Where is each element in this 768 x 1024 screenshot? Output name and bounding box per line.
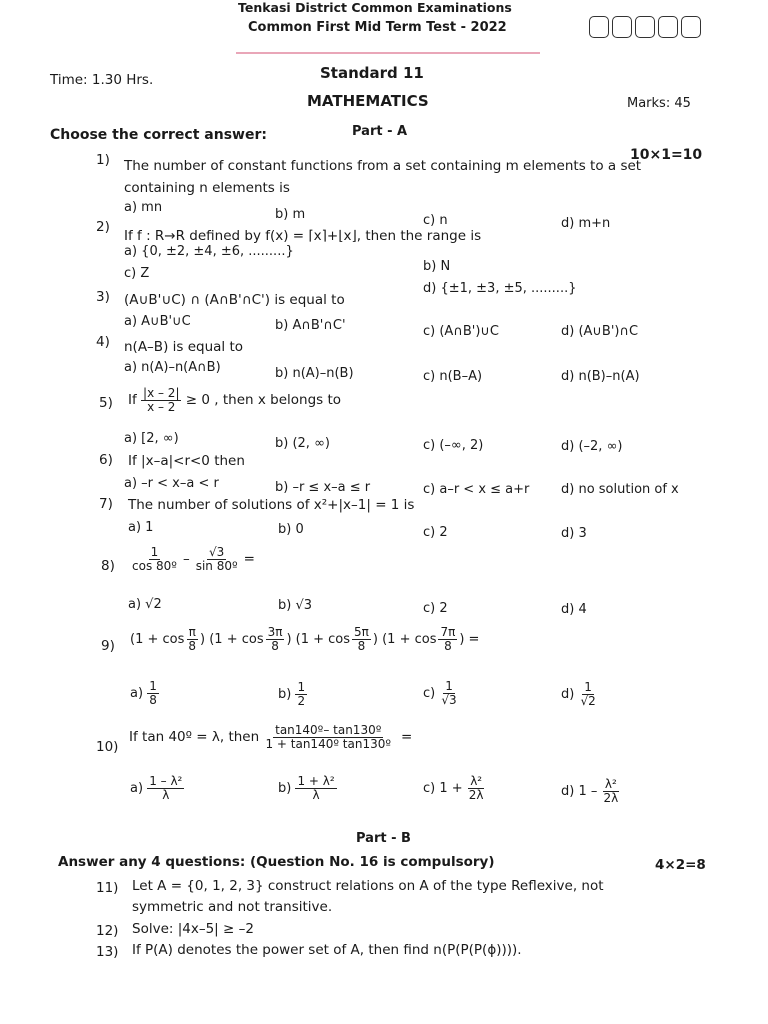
q5-option-b: b) (2, ∞) — [275, 436, 330, 451]
q1-number: 1) — [96, 152, 110, 168]
q8-numerator-1: 1 — [150, 545, 159, 559]
q5-numerator: |x – 2| — [143, 386, 180, 400]
q3-option-d: d) (A∪B')∩C — [561, 324, 639, 339]
q2-text: If f : R→R defined by f(x) = ⌈x⌉+⌊x⌋, then the range is — [124, 228, 482, 244]
q2-number: 2) — [96, 219, 110, 235]
part-b-instruction: Answer any 4 questions: (Question No. 16 is compulsory) — [58, 854, 495, 870]
q10-option-d-den: 2λ — [603, 790, 619, 805]
q10-option-c — [423, 775, 486, 801]
q10-denominator: 1 + tan140º tan130º — [265, 736, 392, 751]
q9-option-a-fraction — [147, 680, 159, 706]
q1-option-c: c) n — [423, 213, 448, 228]
q10-option-a-num: 1 – λ² — [149, 774, 183, 788]
q4-text: n(A–B) is equal to — [124, 339, 244, 355]
q9-option-d — [561, 681, 598, 707]
q10-option-a-label: a) — [130, 780, 144, 796]
total-marks: Marks: 45 — [627, 96, 691, 111]
q9-option-a-den: 8 — [149, 692, 157, 707]
q9-expression — [130, 626, 479, 652]
q10-option-c-num: λ² — [470, 774, 483, 788]
q9-num-3: 5π — [354, 625, 369, 639]
q5-number: 5) — [99, 395, 113, 411]
q9-option-d-fraction — [578, 681, 597, 707]
q1-option-a: a) mn — [124, 200, 163, 215]
q1-option-d: d) m+n — [561, 216, 611, 231]
q9-option-b-fraction — [295, 681, 307, 707]
register-number-boxes — [589, 16, 704, 38]
q3-number: 3) — [96, 289, 110, 305]
part-b-title: Part - B — [356, 831, 411, 846]
part-b-score: 4×2=8 — [655, 857, 706, 873]
q1-text-line1: The number of constant functions from a set containing m elements to a set — [124, 158, 642, 174]
q4-option-a: a) n(A)–n(A∩B) — [124, 360, 221, 375]
q11-text-line2: symmetric and not transitive. — [132, 899, 333, 915]
q9-den-2: 8 — [271, 638, 279, 653]
q10-option-b-num: 1 + λ² — [297, 774, 335, 788]
q8-denominator-1: cos 80º — [132, 558, 177, 573]
q9-num-2: 3π — [267, 625, 283, 639]
q9-option-b-num: 1 — [297, 680, 306, 694]
q7-number: 7) — [99, 496, 113, 512]
q10-option-a-den: λ — [162, 787, 170, 802]
q9-term4-prefix: ) (1 + cos — [372, 631, 437, 647]
q9-option-d-den: √2 — [580, 693, 596, 708]
q2-option-a: a) {0, ±2, ±4, ±6, .........} — [124, 244, 294, 259]
q10-question — [129, 724, 412, 750]
q9-option-a-label: a) — [130, 685, 144, 701]
q6-option-b: b) –r ≤ x–a ≤ r — [275, 480, 371, 495]
q6-option-c: c) a–r < x ≤ a+r — [423, 482, 530, 497]
q10-option-c-label: c) 1 + — [423, 780, 463, 796]
q3-option-b: b) A∩B'∩C' — [275, 318, 346, 333]
q8-option-b: b) √3 — [278, 598, 313, 613]
q10-numerator: tan140º– tan130º — [275, 723, 382, 737]
q10-number: 10) — [96, 739, 119, 755]
q10-option-d-fraction — [602, 778, 621, 804]
q9-den-1: 8 — [188, 638, 197, 653]
q6-option-d: d) no solution of x — [561, 482, 679, 497]
q5-if: If — [128, 392, 137, 409]
q10-option-d-label: d) 1 – — [561, 783, 598, 799]
q8-fraction-2 — [194, 546, 240, 572]
q9-num-1: π — [188, 625, 196, 639]
q9-option-a-num: 1 — [149, 679, 157, 693]
q5-question — [128, 387, 341, 413]
exam-district-title: Tenkasi District Common Examinations — [238, 0, 512, 15]
q7-option-a: a) 1 — [128, 520, 154, 535]
q4-number: 4) — [96, 334, 110, 350]
q1-text-line2: containing n elements is — [124, 180, 290, 196]
q10-equals: = — [401, 729, 413, 746]
q8-option-d: d) 4 — [561, 602, 587, 617]
q9-fraction-2 — [266, 626, 285, 652]
q10-option-a-fraction — [147, 775, 184, 801]
q7-option-d: d) 3 — [561, 526, 587, 541]
q9-option-d-num: 1 — [584, 680, 592, 694]
q8-minus: – — [182, 551, 190, 568]
q9-den-3: 8 — [357, 638, 366, 653]
q12-text: Solve: |4x–5| ≥ –2 — [132, 921, 254, 937]
q9-fraction-1 — [186, 626, 198, 652]
q5-option-d: d) (–2, ∞) — [561, 439, 623, 454]
q9-option-b — [278, 681, 307, 707]
q3-option-a: a) A∪B'∪C — [124, 314, 191, 329]
q5-rest: ≥ 0 , then x belongs to — [185, 392, 342, 409]
q10-option-b-den: λ — [312, 787, 320, 802]
exam-test-title: Common First Mid Term Test - 2022 — [248, 20, 507, 35]
q10-option-b — [278, 775, 337, 801]
standard-label: Standard 11 — [320, 64, 424, 82]
q6-option-a: a) –r < x–a < r — [124, 476, 219, 491]
q9-num-4: 7π — [440, 625, 456, 639]
q7-option-c: c) 2 — [423, 525, 448, 540]
q10-option-c-den: 2λ — [468, 787, 484, 802]
q9-suffix: ) = — [459, 631, 480, 647]
q12-number: 12) — [96, 923, 119, 939]
q10-option-c-fraction — [467, 775, 486, 801]
exam-duration: Time: 1.30 Hrs. — [50, 72, 154, 88]
q8-option-c: c) 2 — [423, 601, 448, 616]
q8-number: 8) — [101, 558, 115, 574]
q11-text-line1: Let A = {0, 1, 2, 3} construct relations on A of the type Reflexive, not — [132, 878, 604, 894]
q8-denominator-2: sin 80º — [195, 558, 238, 573]
q9-option-c — [423, 680, 459, 706]
q10-option-d-num: λ² — [604, 777, 617, 791]
q9-term2-prefix: ) (1 + cos — [200, 631, 264, 647]
q13-number: 13) — [96, 944, 119, 960]
q4-option-d: d) n(B)–n(A) — [561, 369, 640, 384]
part-a-title: Part - A — [352, 124, 408, 139]
q8-fraction-1 — [130, 546, 179, 572]
q10-option-a — [130, 775, 184, 801]
q7-option-b: b) 0 — [278, 522, 304, 537]
q9-fraction-4 — [438, 626, 457, 652]
q10-option-b-fraction — [295, 775, 336, 801]
q6-text: If |x–a|<r<0 then — [128, 453, 245, 469]
q9-option-c-den: √3 — [441, 692, 457, 707]
q3-option-c: c) (A∩B')∪C — [423, 324, 499, 339]
q9-option-c-label: c) — [423, 685, 436, 701]
q8-numerator-2: √3 — [209, 545, 225, 559]
q2-option-c: c) Z — [124, 266, 150, 281]
q4-option-c: c) n(B–A) — [423, 369, 483, 384]
q9-option-a — [130, 680, 159, 706]
q9-term3-prefix: ) (1 + cos — [286, 631, 351, 647]
q5-option-c: c) (–∞, 2) — [423, 438, 484, 453]
q9-term1-prefix: (1 + cos — [130, 631, 185, 647]
q11-number: 11) — [96, 880, 119, 896]
q2-option-b: b) N — [423, 259, 451, 274]
subject-label: MATHEMATICS — [307, 92, 429, 110]
q9-option-b-den: 2 — [297, 693, 306, 708]
q1-option-b: b) m — [275, 207, 306, 222]
q9-option-b-label: b) — [278, 686, 292, 702]
q9-fraction-3 — [352, 626, 371, 652]
part-a-score: 10×1=10 — [630, 147, 703, 163]
q9-option-c-fraction — [439, 680, 458, 706]
q8-equals: = — [243, 551, 255, 568]
header-underline — [236, 52, 540, 54]
q10-text: If tan 40º = λ, then — [129, 729, 260, 746]
q10-option-d — [561, 778, 620, 804]
q5-denominator: x – 2 — [147, 399, 176, 414]
q5-option-a: a) [2, ∞) — [124, 431, 179, 446]
q13-text: If P(A) denotes the power set of A, then find n(P(P(P(ϕ)))). — [132, 942, 522, 958]
q3-text: (A∪B'∪C) ∩ (A∩B'∩C') is equal to — [124, 292, 345, 308]
q9-option-d-label: d) — [561, 686, 575, 702]
part-a-instruction: Choose the correct answer: — [50, 127, 267, 143]
q9-den-4: 8 — [444, 638, 452, 653]
q9-number: 9) — [101, 638, 115, 654]
q8-expression — [130, 546, 255, 572]
q6-number: 6) — [99, 452, 113, 468]
q10-fraction — [263, 724, 393, 750]
q5-fraction — [141, 387, 181, 413]
q10-option-b-label: b) — [278, 780, 292, 796]
q2-option-d: d) {±1, ±3, ±5, .........} — [423, 281, 577, 296]
q8-option-a: a) √2 — [128, 597, 162, 612]
q9-option-c-num: 1 — [445, 679, 453, 693]
q4-option-b: b) n(A)–n(B) — [275, 366, 354, 381]
q7-text: The number of solutions of x²+|x–1| = 1 is — [128, 497, 415, 513]
